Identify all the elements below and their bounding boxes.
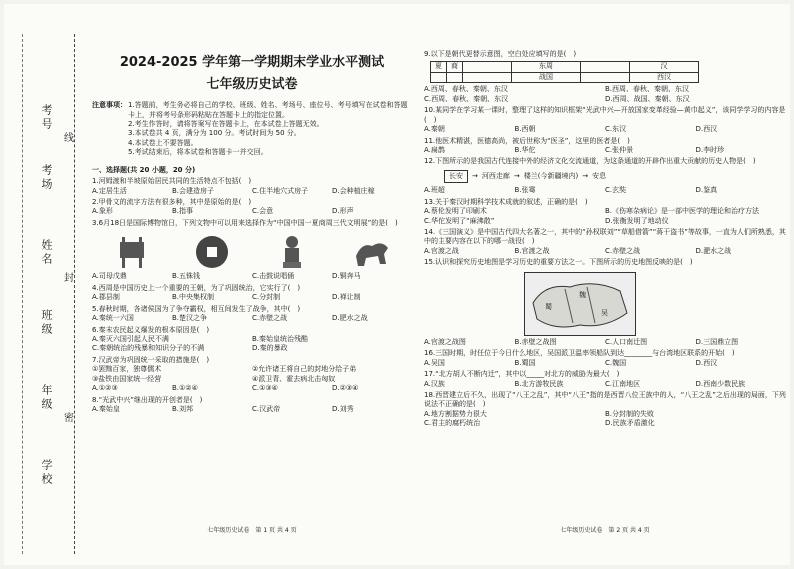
notes-label: 注意事项： [92,101,127,110]
option: B.①②④ [172,384,198,393]
statement: ②允许诸王将自己的封地分给子弟 [252,365,357,374]
option: C.君主的腐朽统治 [424,419,481,428]
table-cell: 汉 [630,62,699,72]
page-one [92,4,412,565]
option: C.会意 [252,207,274,216]
option: A.汉族 [424,379,445,388]
question-stem: 7.汉武帝为巩固统一采取的措施是( ) [92,355,210,364]
question-stem: 13.关于秦汉时期科学技术成就的叙述，正确的是( ) [424,197,588,206]
table-cell [581,62,630,72]
option: B.秦始皇统治残酷 [252,334,309,343]
option: B.楚汉之争 [172,314,208,323]
option: A.吴国 [424,358,445,367]
option: C.魏国 [605,358,627,367]
table-cell [463,62,512,72]
map-label-shu: 蜀 [545,302,552,311]
question-2 [92,198,412,217]
question-stem: 15.认识和探究历史地图是学习历史的重要方法之一。下图所示的历史地图反映的是( ) [424,258,693,267]
option: D.肥水之战 [332,314,368,323]
option: A.官渡之战图 [424,337,466,346]
option: D.三国鼎立图 [695,337,739,346]
option: C.西周、春秋、秦朝、东汉 [424,94,509,103]
exam-room-label: 考场 [40,164,53,192]
option: A.①②③ [92,384,118,393]
question-5 [92,305,412,324]
question-18 [424,391,786,429]
option: D.铜奔马 [332,272,361,281]
table-cell: 夏 [431,62,447,72]
option: B.西周、春秋、秦朝、东汉 [605,85,690,94]
bronze-ding-image [112,234,152,270]
question-4 [92,284,412,303]
option: D.会种植庄稼 [332,186,375,195]
question-stem: 2.甲骨文的流字方法有很多种，其中是原始的是( ) [92,198,252,207]
option: B.张骞 [514,186,536,195]
silk-road-flow: 长安 → 河西走廊 → 楼兰(今新疆境内) → 安息 [444,170,786,183]
table-cell: 商 [447,62,463,72]
option: B.西朝 [514,125,536,134]
question-stem: 16.三国时期，时任位于今日什么地区，吴国派卫温率领船队到达________与台湾地区联系的开始( ) [424,349,735,358]
question-stem: 17.“北方胡人不断内迁”，其中以_____对北方的威胁为最大( ) [424,370,620,379]
option: A.象形 [92,207,113,216]
question-1 [92,177,412,196]
option: D.西南少数民族 [695,379,746,388]
flow-step: 楼兰(今新疆境内) [523,171,579,180]
option: C.东汉 [605,125,627,134]
option: A.郡县制 [92,293,120,302]
option: A.秦灭六国引起人民不满 [92,334,169,343]
exam-number-label: 考号 [40,104,53,132]
question-stem: 6.秦末农民起义爆发的根本原因是( ) [92,325,210,334]
option: A.官渡之战 [424,246,459,255]
class-label: 班级 [40,309,53,337]
option: D.西汉 [695,125,718,134]
option: C.秦朝统治的残暴和知识分子的不满 [92,344,205,353]
question-stem: 11.他医术精湛，医德高尚，被后世称为“医圣”，这里的医者是( ) [424,136,630,145]
fold-mark-seal: 封 [64,269,74,284]
option: A.扁鹊 [424,145,445,154]
option: B.分封制的失败 [605,409,655,418]
note-item: 1.答题前，考生务必将自己的学校、班级、姓名、考场号、座位号、考号填写在试卷和答题卡上，并将考号条形码粘贴在答题卡上的指定位置。 [128,101,408,119]
option: D.刘秀 [332,405,354,414]
dynasty-table [430,61,699,83]
option: A.蔡伦发明了印刷术 [424,207,487,216]
question-stem: 5.春秋时期，各诸侯国为了争夺霸权，相互间发生了战争，其中( ) [92,304,301,313]
question-stem: 8.“光武中兴”继出现的开创者是( ) [92,395,203,404]
fold-mark-secret: 密 [64,409,74,424]
option: A.秦始皇 [92,405,120,414]
option: A.西周、春秋、秦朝、东汉 [424,85,508,94]
option: C.①③④ [252,384,278,393]
three-kingdoms-map [524,272,636,336]
option: B.指事 [172,207,194,216]
question-15 [424,258,786,347]
table-cell: 东周 [512,62,581,72]
question-stem: 14.《三国演义》是中国古代四大名著之一，其中的“孙权联刘”“草船借箭”“蒋干盗书”等故事，一直为人们所熟悉，其中的主要内容在以下的哪一战役( ) [424,228,786,246]
question-stem: 3.6月18日是国际博物馆日，下列文物中可以用来选择作为“中国中国一夏商周三代文明展”的是( ) [92,218,398,227]
option: B.华佗 [514,145,536,154]
option: D.禅让制 [332,293,361,302]
map-label-wu: 吴 [601,308,608,317]
statement: ①罢黜百家，独尊儒术 [92,365,162,374]
option: A.司母戊鼎 [92,272,127,281]
option: C.人口南迁图 [605,337,648,346]
option: C.住半地穴式房子 [252,186,309,195]
question-9 [424,50,786,104]
option: D.西周、战国、秦朝、东汉 [605,94,690,103]
page-two [424,4,786,565]
option: C.赤壁之战 [605,246,641,255]
option: D.形声 [332,207,354,216]
option: B.刘邦 [172,405,194,414]
section-heading: 一、选择题(共 20 小题，20 分) [92,165,196,174]
question-16 [424,349,786,368]
option: C.张仲景 [605,145,634,154]
option: C.玄奘 [605,186,627,195]
artifact-images [92,234,412,270]
exam-title: 2024-2025 学年第一学期期末学业水平测试 [119,55,385,70]
option: B.蜀国 [514,358,536,367]
question-13 [424,198,786,226]
page-footer: 七年级历史试卷 第 2 页 共 4 页 [560,526,650,534]
question-10 [424,106,786,134]
note-item: 5.考试结束后，将本试卷和答题卡一并交回。 [128,148,268,157]
option: A.定居生活 [92,186,127,195]
school-label: 学校 [40,459,53,487]
flow-step: 河西走廊 [481,171,510,180]
exam-sheet [4,4,790,565]
option: A.秦朝 [424,125,445,134]
option: A.班超 [424,186,445,195]
fold-line [74,34,75,554]
option: B.会建造房子 [172,186,215,195]
question-stem: 18.西晋建立后不久，出现了“八王之乱”，其中“八王”指的是西晋八位王族中的人，“八王之乱”之后出现的局面，下列说法不正确的是( ) [424,390,786,409]
option: C.江南地区 [605,379,641,388]
option: D.民族矛盾激化 [605,419,655,428]
option: D.鉴真 [695,186,718,195]
statement: ③盐铁由国家统一经营 [92,374,162,383]
table-cell [447,72,463,82]
option: C.汉武帝 [252,405,281,414]
option: C.赤壁之战 [252,314,288,323]
option: B.五铢钱 [172,272,201,281]
option: B.官渡之战 [514,246,550,255]
question-3 [92,219,412,282]
question-7 [92,356,412,394]
fold-line-outer [22,34,23,554]
question-8 [92,396,412,415]
option: D.西汉 [695,358,718,367]
flow-start: 长安 [444,170,468,183]
option: B.中央集权制 [172,293,215,302]
binding-margin [4,4,84,565]
question-stem: 10.某同学在学习某一课时，整理了这样的知识框架“光武中兴—开放国家变革经验—黄巾起义”，该同学学习的内容是( ) [424,106,786,124]
page-footer: 七年级历史试卷 第 1 页 共 4 页 [207,526,297,534]
table-cell [431,72,447,82]
option: D.李时珍 [695,145,725,154]
question-stem: 9.以下是朝代更替示意图，空白处应填写的是( ) [424,50,577,58]
question-17 [424,370,786,389]
option: B.北方游牧民族 [514,379,564,388]
fold-mark-line: 线 [64,129,74,144]
option: D.②③④ [332,384,359,393]
question-6 [92,326,412,354]
statement: ④派卫青、霍去病北击匈奴 [252,374,336,383]
option: D.淝水之战 [695,246,732,255]
question-14 [424,228,786,256]
question-11 [424,137,786,156]
note-item: 2.考生作答时，请将答案写在答题卡上，在本试卷上答题无效。 [128,119,324,128]
option: A.地方割据势力很大 [424,409,487,418]
option: B.赤壁之战图 [514,337,557,346]
note-item: 3.本试卷共 4 页，满分为 100 分。考试时间为 50 分。 [128,129,301,138]
question-stem: 12.下图所示的是我国古代连接中外的经济文化交流通道，为这条通道的开辟作出重大贡献的历史人物是( ) [424,157,756,166]
table-cell [581,72,630,82]
table-cell: 西汉 [630,72,699,82]
option: C.分封制 [252,293,281,302]
question-stem: 4.西周是中国历史上一个重要的王朝，为了巩固统治，它实行了( ) [92,283,301,292]
table-cell [463,72,512,82]
option: D.秦的暴政 [252,344,288,353]
flow-end: 安息 [592,171,607,180]
coin-image [192,234,232,270]
name-label: 姓名 [40,239,53,267]
table-cell: 战国 [512,72,581,82]
map-label-wei: 魏 [579,290,586,299]
bronze-horse-image [352,234,392,270]
map-drawing [525,273,635,335]
note-item: 4.本试卷上不要答题。 [128,138,198,147]
option: A.秦统一六国 [92,314,134,323]
option: C.华佗发明了“麻沸散” [424,216,495,225]
option: C.击鼓说唱俑 [252,272,295,281]
grade-label: 年级 [40,384,53,412]
option: B.《伤寒杂病论》是一部中医学的理论和治疗方法 [605,207,760,216]
option: D.张衡发明了地动仪 [605,216,669,225]
figurine-image [272,234,312,270]
exam-subtitle: 七年级历史试卷 [206,76,298,92]
question-stem: 1.河姆渡和半坡原始居民共同的生活特点不包括( ) [92,177,252,186]
notes-block [92,101,412,158]
question-12 [424,157,786,195]
